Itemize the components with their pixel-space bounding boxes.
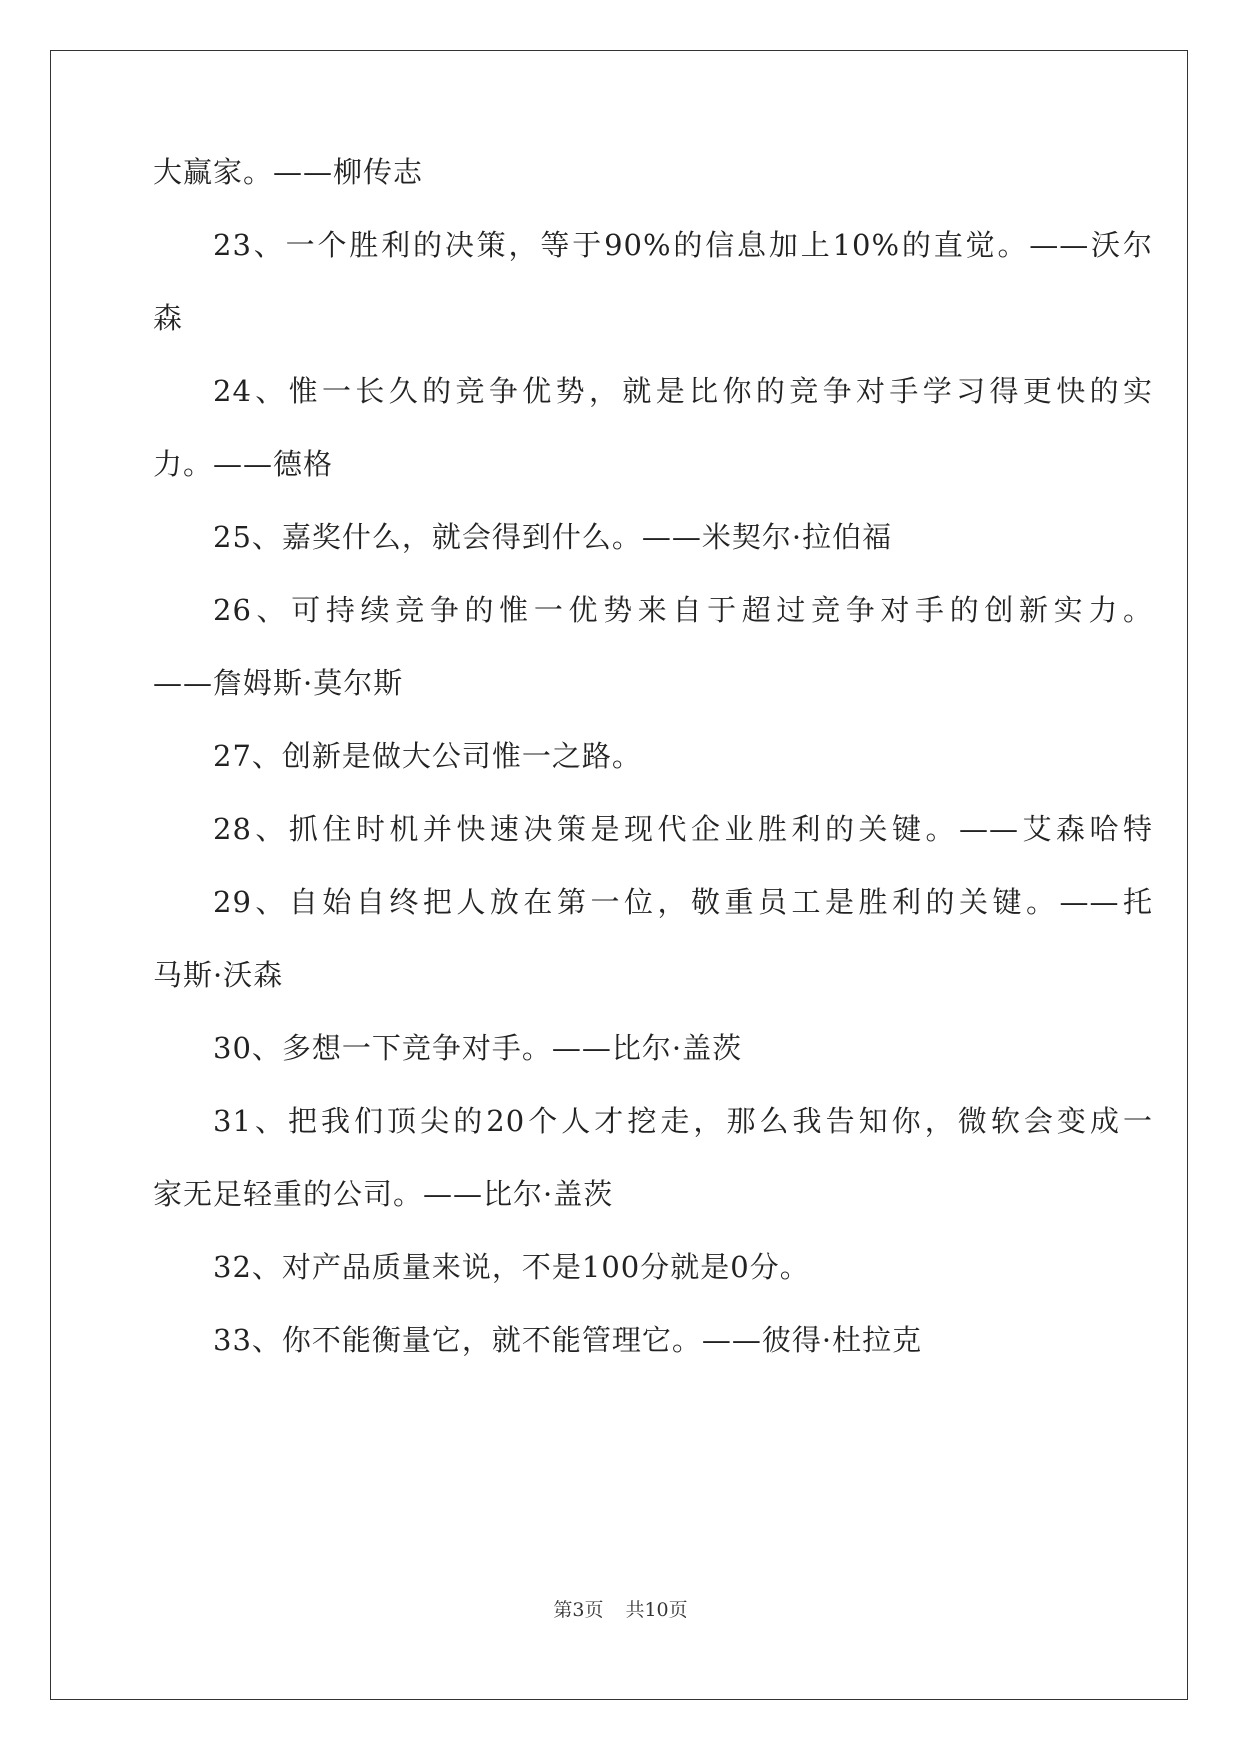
text-line: 23、一个胜利的决策，等于90%的信息加上10%的直觉。——沃尔 — [213, 228, 1153, 262]
text-line: 29、自始自终把人放在第一位，敬重员工是胜利的关键。——托 — [213, 885, 1153, 919]
text-line: 27、创新是做大公司惟一之路。 — [213, 739, 642, 773]
text-line: ——詹姆斯·莫尔斯 — [153, 666, 404, 700]
text-line: 家无足轻重的公司。——比尔·盖茨 — [153, 1177, 614, 1211]
text-line: 33、你不能衡量它，就不能管理它。——彼得·杜拉克 — [213, 1323, 923, 1357]
text-line: 28、抓住时机并快速决策是现代企业胜利的关键。——艾森哈特 — [213, 812, 1153, 846]
page-number: 第3页 — [553, 1599, 604, 1621]
page-footer — [0, 1597, 1241, 1623]
text-line: 32、对产品质量来说，不是100分就是0分。 — [213, 1250, 810, 1284]
text-line: 力。——德格 — [153, 447, 334, 481]
text-line: 31、把我们顶尖的20个人才挖走，那么我告知你，微软会变成一 — [213, 1104, 1153, 1138]
page-total: 共10页 — [625, 1599, 688, 1621]
text-line: 森 — [153, 301, 184, 335]
text-line: 马斯·沃森 — [153, 958, 284, 992]
text-line: 26、可持续竞争的惟一优势来自于超过竞争对手的创新实力。 — [213, 593, 1153, 627]
text-line: 25、嘉奖什么，就会得到什么。——米契尔·拉伯福 — [213, 520, 893, 554]
text-line: 大赢家。——柳传志 — [153, 155, 424, 189]
text-line: 24、惟一长久的竞争优势，就是比你的竞争对手学习得更快的实 — [213, 374, 1153, 408]
text-line: 30、多想一下竞争对手。——比尔·盖茨 — [213, 1031, 743, 1065]
